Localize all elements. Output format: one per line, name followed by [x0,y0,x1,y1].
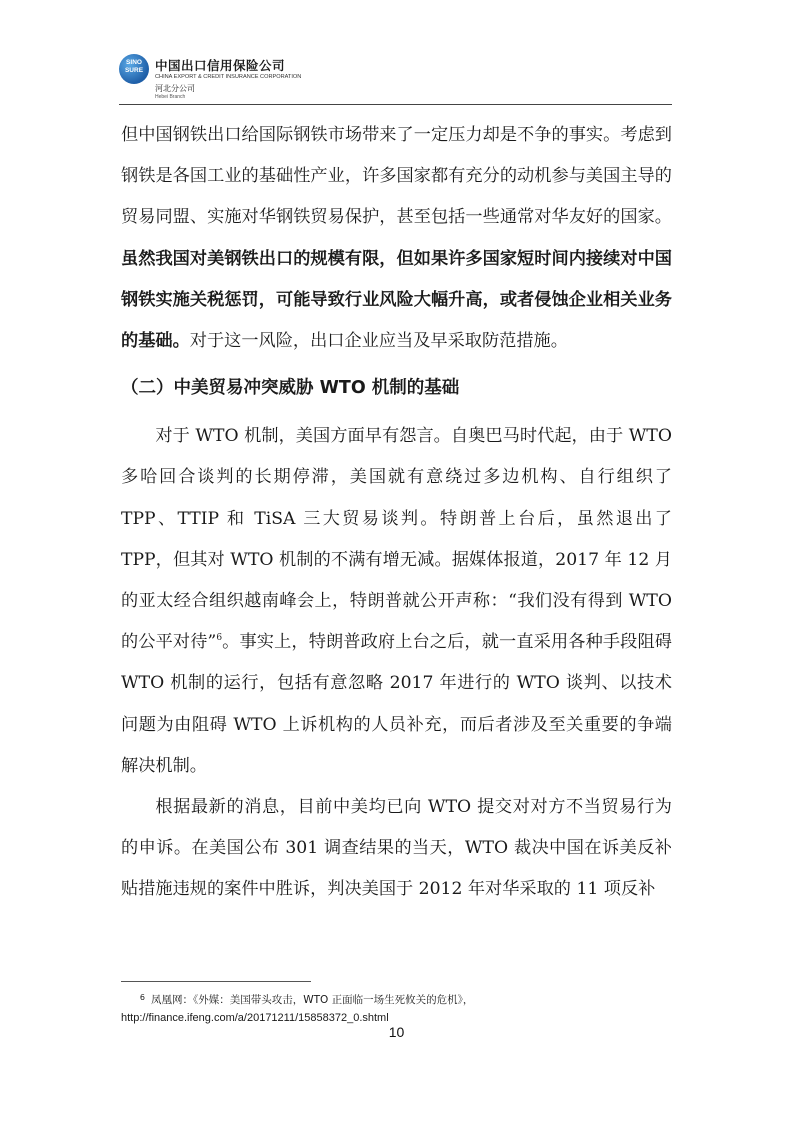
sinosure-logo [119,54,149,84]
company-name-en: CHINA EXPORT & CREDIT INSURANCE CORPORATION [155,74,302,80]
document-body [121,115,672,911]
paragraph-3-text: 根据最新的消息，目前中美均已向 WTO 提交对对方不当贸易行为的申诉。在美国公布 301 调查结果的当天，WTO 裁决中国在诉美反补贴措施违规的案件中胜诉，判决美国于 2012 年对华采取的 11 项反补 [121,797,672,900]
branch-name-cn: 河北分公司 [155,84,195,93]
branch-name-en: Hebei Branch [155,94,186,100]
paragraph-1 [121,115,672,362]
footnote-ref[interactable]: 6 [216,633,223,644]
footnote-text: 凤凰网：《外媒：美国带头攻击，WTO 正面临一场生死攸关的危机》， [151,994,474,1006]
paragraph-2-text-after: 。事实上，特朗普政府上台之后，就一直采用各种手段阻碍 WTO 机制的运行，包括有意忽略 2017 年进行的 WTO 谈判、以技术问题为由阻碍 WTO 上诉机构的人员补充，而后者涉及至关重要的争端解决机制。 [121,632,672,776]
footnote-url[interactable]: http://finance.ifeng.com/a/20171211/15858372_0.shtml [121,1012,389,1024]
footnote-divider [121,981,311,982]
paragraph-1-lead: 但中国钢铁出口给国际钢铁市场带来了一定压力却是不争的事实。考虑到钢铁是各国工业的基础性产业，许多国家都有充分的动机参与美国主导的贸易同盟、实施对华钢铁贸易保护，甚至包括一些通常对华友好的国家。 [121,125,672,228]
footnote-line [121,989,681,1009]
paragraph-3 [121,787,672,911]
page-number: 10 [388,1024,405,1040]
paragraph-2-text: 对于 WTO 机制，美国方面早有怨言。自奥巴马时代起，由于 WTO 多哈回合谈判的长期停滞，美国就有意绕过多边机构、自行组织了 TPP、TTIP 和 TiSA 三大贸易谈判。特朗普上台后，虽然退出了 TPP，但其对 WTO 机制的不满有增无减。据媒体报道，2017 年 12 月的亚太经合组织越南峰会上，特朗普就公开声称：“我们没有得到 WTO 的公平对待” [121,426,672,653]
section-heading: （二）中美贸易冲突威胁 WTO 机制的基础 [121,378,460,399]
header-divider [119,104,672,105]
footnote-number: 6 [139,993,145,1002]
logo-text: SINO SURE [124,59,144,74]
paragraph-1-emphasis: 虽然我国对美钢铁出口的规模有限，但如果许多国家短时间内接续对中国钢铁实施关税惩罚，可能导致行业风险大幅升高，或者侵蚀企业相关业务的基础。 [121,248,672,352]
paragraph-2 [121,416,672,787]
company-name-cn: 中国出口信用保险公司 [155,58,286,73]
page-header [119,48,419,103]
paragraph-1-tail: 对于这一风险，出口企业应当及早采取防范措施。 [189,331,568,352]
footnote [121,989,681,1027]
